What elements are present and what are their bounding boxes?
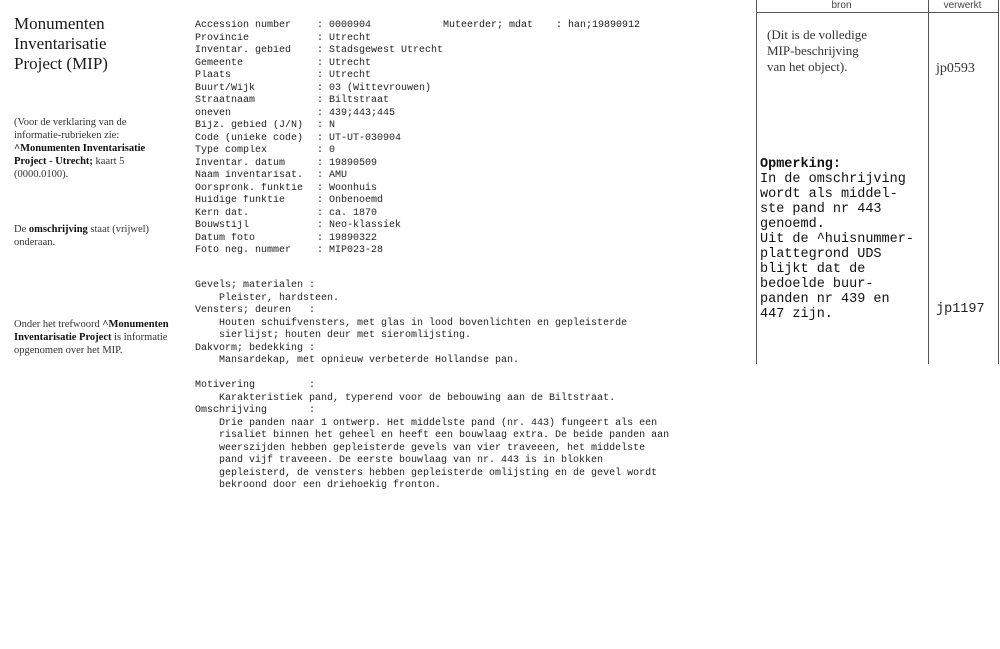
bron-entry-2 — [760, 157, 914, 322]
field-label: Provincie — [195, 32, 250, 44]
field-separator: : — [317, 170, 324, 181]
record-field-row — [195, 170, 443, 183]
record-field-row — [195, 108, 443, 121]
title-line-1: Monumenten — [14, 14, 105, 33]
field-value: MIP023-28 — [329, 245, 384, 256]
field-separator: : — [317, 32, 324, 44]
bron-entry-1 — [767, 27, 867, 75]
record-field-row — [195, 83, 443, 96]
field-label: Inventar. gebied — [195, 45, 292, 56]
field-label: Foto neg. nummer — [195, 245, 292, 256]
record-field-row — [195, 95, 443, 108]
verwerkt-entry-1: jp0593 — [936, 61, 975, 76]
field-separator: : — [317, 45, 324, 56]
field-value: 19890509 — [329, 157, 378, 169]
record-field-row — [195, 183, 443, 196]
description-note-text-a: De — [14, 224, 29, 235]
description-note-keyword: omschrijving — [28, 224, 88, 235]
field-value: 19890322 — [329, 232, 378, 244]
legend-note — [14, 116, 174, 181]
field-value: 0 — [329, 145, 336, 156]
field-value: Woonhuis — [329, 182, 378, 194]
field-separator: : — [317, 107, 324, 119]
field-value: 03 (Wittevrouwen) — [329, 82, 432, 94]
record-field-row — [195, 208, 443, 221]
field-separator: : — [317, 157, 324, 169]
bron-entry-1-line: (Dit is de volledige — [767, 27, 868, 42]
remark-line: Uit de ^huisnummer- — [760, 232, 914, 247]
field-separator: : — [317, 145, 324, 156]
remark-title: Opmerking: — [760, 157, 842, 172]
record-field-row — [195, 133, 443, 146]
field-label: Code (unieke code) — [195, 132, 304, 144]
mutator-value: : han;19890912 — [556, 20, 641, 31]
record-field-row — [195, 233, 443, 246]
record-field-row — [195, 145, 443, 158]
field-value: N — [329, 120, 336, 131]
section-motivering-body: Karakteristiek pand, typerend voor de bebouwing aan de Biltstraat. — [219, 392, 616, 404]
record-field-row — [195, 195, 443, 208]
field-value: UT-UT-030904 — [329, 132, 402, 144]
record-field-row — [195, 158, 443, 171]
field-value: Utrecht — [329, 57, 372, 69]
keyword-note — [14, 318, 174, 357]
field-separator: : — [317, 20, 324, 31]
keyword-note-text-b: is informatie opgenomen over het MIP. — [14, 332, 168, 356]
record-field-row — [195, 220, 443, 233]
section-vensters-head: Vensters; deuren : — [195, 305, 316, 316]
field-label: Kern dat. — [195, 207, 250, 219]
section-dakvorm-body: Mansardekap, met opnieuw verbeterde Hollandse pan. — [219, 355, 520, 366]
remark-line: 447 zijn. — [760, 307, 833, 322]
field-label: Huidige funktie — [195, 195, 286, 206]
field-value: AMU — [329, 170, 348, 181]
field-separator: : — [317, 182, 324, 194]
keyword-note-text-a: Onder het trefwoord — [14, 319, 103, 330]
field-label: Bijz. gebied (J/N) — [195, 120, 304, 131]
field-separator: : — [317, 245, 324, 256]
remark-line: panden nr 439 en — [760, 292, 890, 307]
field-label: oneven — [195, 107, 232, 119]
field-label: Bouwstijl — [195, 220, 250, 231]
bron-entry-1-line: MIP-beschrijving — [767, 43, 859, 58]
field-separator: : — [317, 95, 324, 106]
section-gevels-body: Pleister, hardsteen. — [219, 292, 340, 304]
title-line-3: Project (MIP) — [14, 54, 108, 73]
record-field-row — [195, 33, 443, 46]
field-separator: : — [317, 70, 324, 81]
record-field-row — [195, 120, 443, 133]
bron-entry-1-line: van het object). — [767, 59, 848, 74]
legend-note-link[interactable]: ^Monumenten Inventarisatie Project - Utrecht; — [14, 143, 146, 167]
mutator-label: Muteerder; mdat — [443, 20, 534, 31]
remark-line: ste pand nr 443 — [760, 202, 882, 217]
remark-line: blijkt dat de — [760, 262, 866, 277]
field-label: Plaats — [195, 70, 232, 81]
record-field-row — [195, 58, 443, 71]
description-note-text-b: staat (vrijwel) onderaan. — [14, 224, 150, 248]
record-field-row — [195, 70, 443, 83]
page-title — [14, 14, 154, 74]
section-vensters-body: Houten schuifvensters, met glas in lood bovenlichten en gepleisterde sierlijst; houten deur met sieromlijsting. — [219, 317, 628, 341]
legend-note-text-a: (Voor de verklaring van de informatie-rubrieken zie: — [14, 117, 127, 141]
field-label: Type complex — [195, 145, 268, 156]
field-separator: : — [317, 57, 324, 69]
field-separator: : — [317, 220, 324, 231]
section-omschrijving-head: Omschrijving : — [195, 405, 316, 416]
remark-line: wordt als middel- — [760, 187, 898, 202]
verwerkt-entry-2: jp1197 — [936, 302, 985, 317]
record-fields — [195, 20, 443, 258]
field-value: Biltstraat — [329, 95, 390, 106]
field-value: Utrecht — [329, 70, 372, 81]
field-value: 0000904 — [329, 20, 372, 31]
field-label: Accession number — [195, 20, 292, 31]
field-label: Oorspronk. funktie — [195, 182, 304, 194]
remark-line: genoemd. — [760, 217, 825, 232]
field-label: Datum foto — [195, 232, 256, 244]
field-separator: : — [317, 232, 324, 244]
description-note — [14, 223, 174, 249]
field-value: Stadsgewest Utrecht — [329, 45, 444, 56]
field-value: Neo-klassiek — [329, 220, 402, 231]
record-field-row — [195, 20, 443, 33]
field-value: Onbenoemd — [329, 195, 384, 206]
field-separator: : — [317, 120, 324, 131]
field-separator: : — [317, 132, 324, 144]
field-label: Buurt/Wijk — [195, 82, 256, 94]
field-label: Straatnaam — [195, 95, 256, 106]
field-value: 439;443;445 — [329, 107, 396, 119]
field-separator: : — [317, 82, 324, 94]
field-label: Naam inventarisat. — [195, 170, 304, 181]
section-dakvorm-head: Dakvorm; bedekking : — [195, 342, 316, 354]
field-label: Inventar. datum — [195, 157, 286, 169]
record-field-row — [195, 45, 443, 58]
keyword-note-link[interactable]: ^Monumenten Inventarisatie Project — [14, 319, 169, 343]
record-field-row — [195, 245, 443, 258]
field-label: Gemeente — [195, 57, 244, 69]
verwerkt-header: verwerkt — [927, 0, 998, 13]
remark-line: bedoelde buur- — [760, 277, 874, 292]
remark-line: In de omschrijving — [760, 172, 906, 187]
section-motivering-head: Motivering : — [195, 380, 316, 391]
field-value: Utrecht — [329, 32, 372, 44]
source-table — [756, 0, 1000, 364]
field-value: ca. 1870 — [329, 207, 378, 219]
field-separator: : — [317, 207, 324, 219]
legend-note-text-b: kaart 5 (0000.0100). — [14, 156, 125, 180]
record-sections — [195, 280, 735, 493]
field-separator: : — [317, 195, 324, 206]
section-gevels-head: Gevels; materialen : — [195, 280, 316, 291]
section-omschrijving-body: Drie panden naar 1 ontwerp. Het middelste pand (nr. 443) fungeert als een risaliet binnen het geheel en heeft een bouwlaag extra. De beide panden aan weerszijden hebben gepleisterde gevels van vier traveeen, het middelste pand vijf traveeen. De eerste bouwlaag van nr. 443 is in blokken gepleisterd, de vensters hebben gepleisterde omlijsting en de gevel wordt bekroond door een driehoekig fronton. — [219, 417, 670, 491]
bron-header: bron — [756, 0, 927, 13]
title-line-2: Inventarisatie — [14, 34, 107, 53]
remark-line: plattegrond UDS — [760, 247, 882, 262]
